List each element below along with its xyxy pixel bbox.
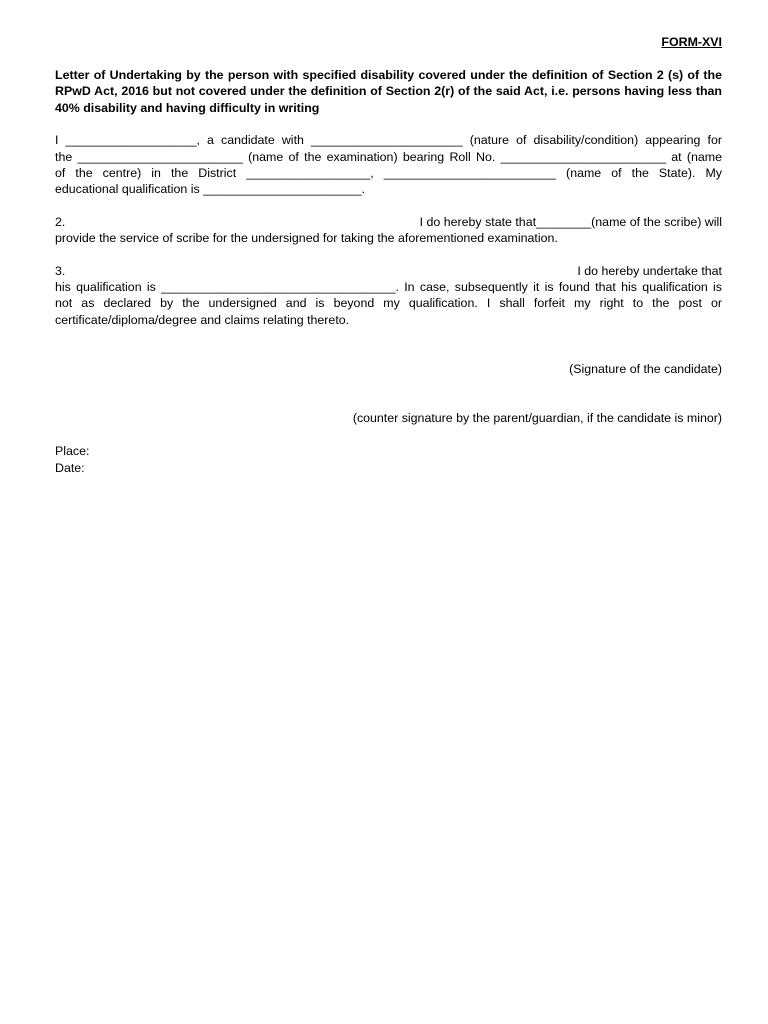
paragraph-2-first-row <box>55 214 722 230</box>
paragraph-3-line-4: certificate/diploma/degree and claims relating thereto. <box>55 312 350 327</box>
paragraph-2 <box>55 214 722 247</box>
place-label: Place: <box>55 444 90 459</box>
candidate-signature-label: (Signature of the candidate) <box>569 362 722 377</box>
form-page <box>55 34 722 476</box>
paragraph-3 <box>55 263 722 329</box>
paragraph-1-line-3: of the centre) in the District __________________, _________________________ (name of the State). My <box>55 166 722 181</box>
paragraph-3-first-row <box>55 263 722 279</box>
guardian-signature-label: (counter signature by the parent/guardian, if the candidate is minor) <box>352 410 722 425</box>
paragraph-1 <box>55 132 722 198</box>
paragraph-2-number: 2. <box>55 214 66 229</box>
paragraph-3-lead: I do hereby undertake that <box>577 263 722 278</box>
paragraph-1-line-2: the ________________________ (name of the examination) bearing Roll No. ________________________ at (name <box>55 149 722 164</box>
paragraph-3-line-2: his qualification is __________________________________. In case, subsequently it is found that his qualification is <box>55 280 722 295</box>
paragraph-1-line-4: educational qualification is _______________________. <box>55 182 366 197</box>
paragraph-2-rest: provide the service of scribe for the undersigned for taking the aforementioned examination. <box>55 231 558 246</box>
date-label: Date: <box>55 460 85 475</box>
form-number: FORM-XVI <box>661 35 722 49</box>
paragraph-3-line-3: not as declared by the undersigned and is beyond my qualification. I shall forfeit my right to the post or <box>55 296 722 311</box>
form-heading: Letter of Undertaking by the person with specified disability covered under the definition of Section 2 (s) of the RPwD Act, 2016 but not covered under the definition of Section 2(r) of the said Act, i.e. persons having less than 40% disability and having difficulty in writing <box>55 68 722 115</box>
place-date-block <box>55 443 722 476</box>
paragraph-3-number: 3. <box>55 263 66 278</box>
paragraph-1-line-1: I ___________________, a candidate with ______________________ (nature of disability/condition) appearing for <box>55 133 722 148</box>
paragraph-2-lead: I do hereby state that________(name of the scribe) will <box>419 214 722 229</box>
